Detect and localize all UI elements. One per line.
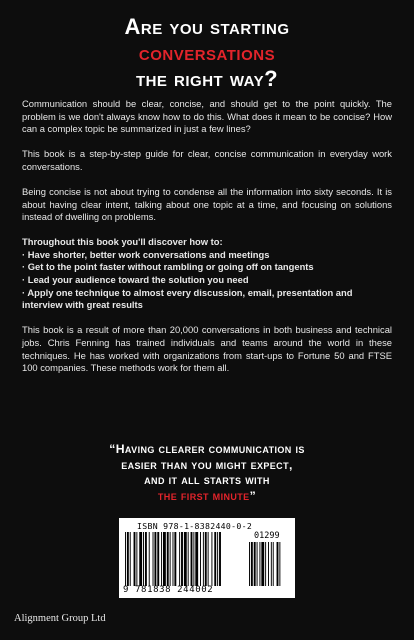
benefit-item: · Have shorter, better work conversations and meetings	[22, 248, 270, 260]
heading-line-1: Are you starting	[124, 14, 290, 39]
addon-barcode-bars	[249, 542, 289, 586]
benefits-list	[22, 249, 392, 312]
blurb	[22, 98, 392, 387]
back-cover-heading	[0, 14, 414, 92]
heading-line-3: the right way?	[135, 66, 279, 91]
author-paragraph: This book is a result of more than 20,000 conversations in both business and technical jobs. Chris Fenning has trained individuals and teams around the world in these techniques. He has worked with organizations from start-ups to Fortune 50 and FTSE 100 companies. These methods work for them all.	[22, 324, 392, 374]
quote-line-2: easier than you might expect,	[121, 457, 293, 472]
quote-accent: the first minute	[157, 488, 250, 503]
isbn-barcode	[119, 518, 295, 598]
ean-number: 9 781838 244002	[123, 585, 214, 595]
price-addon-number: 01299	[254, 531, 280, 541]
quote-line-4	[30, 489, 384, 505]
blurb-paragraph-3: Being concise is not about trying to condense all the information into sixty seconds. It is about having clear intent, talking about one topic at a time, and focusing on solutions instead of dwelling on problems.	[22, 185, 392, 223]
quote-line-1: “Having clearer communication is	[109, 442, 305, 456]
blurb-paragraph-2: This book is a step-by-step guide for clear, concise communication in everyday work conversations.	[22, 148, 392, 172]
heading-line-2: conversations	[138, 40, 276, 65]
quote-line-3: and it all starts with	[144, 473, 270, 487]
quote-close-mark: ”	[249, 488, 257, 503]
isbn-number: ISBN 978-1-8382440-0-2	[137, 521, 253, 531]
benefits-title: Throughout this book you'll discover how to:	[22, 236, 223, 248]
benefit-item: · Lead your audience toward the solution you need	[22, 274, 249, 286]
ean-barcode-bars	[125, 532, 245, 586]
benefit-item: · Get to the point faster without rambling or going off on tangents	[22, 261, 314, 273]
pull-quote	[30, 442, 384, 504]
blurb-paragraph-1: Communication should be clear, concise, and should get to the point quickly. The problem is we don't always know how to do this. What does it mean to be concise? How can a complex topic be summarized in just a few lines?	[22, 98, 392, 135]
benefit-item: · Apply one technique to almost every discussion, email, presentation and interview with great results	[22, 286, 353, 311]
publisher-name: Alignment Group Ltd	[14, 613, 106, 624]
